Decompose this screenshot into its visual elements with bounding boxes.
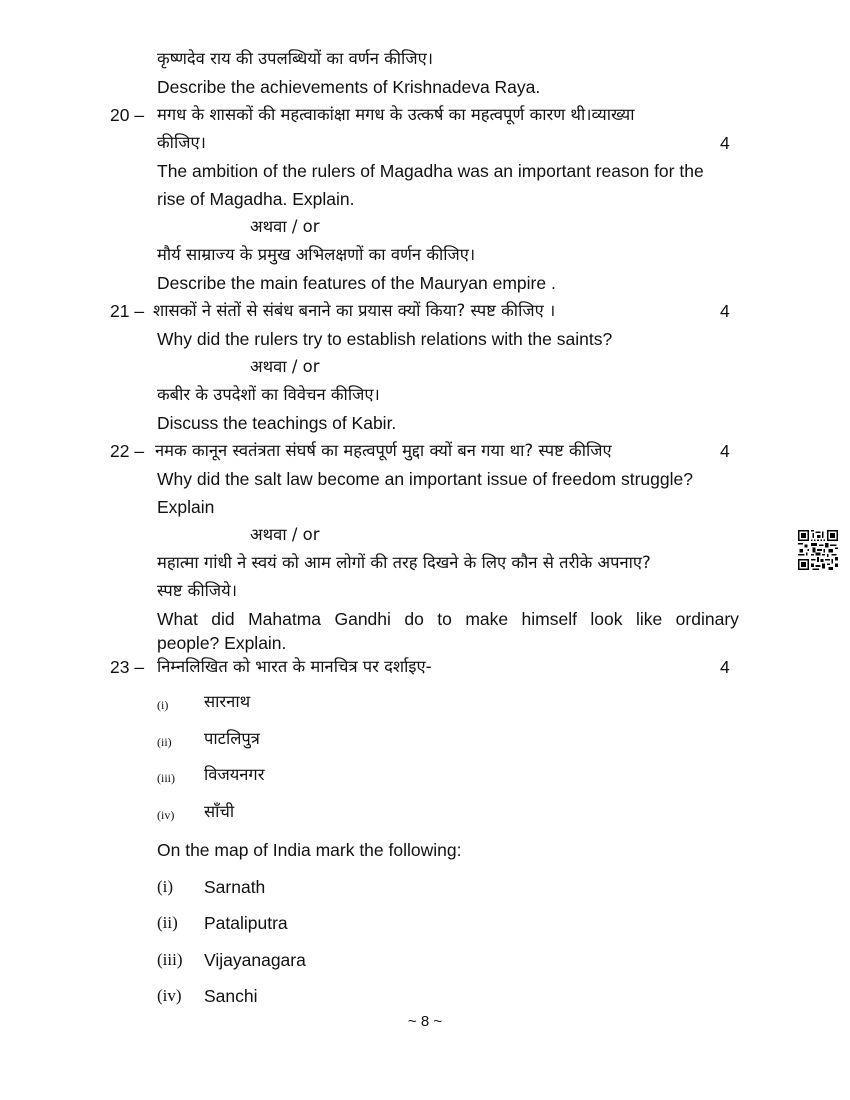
question-number-21: 21 – (110, 301, 145, 321)
word: like (635, 609, 663, 629)
q20-hindi-line2: कीजिए। (157, 133, 206, 152)
q22-english-line2: Explain (157, 497, 215, 517)
word: do (404, 609, 424, 629)
q23-hindi-item-number: (iii) (157, 771, 175, 785)
q23-english-item-text: Vijayanagara (204, 950, 306, 970)
question-number-22: 22 – (110, 441, 145, 461)
q23-hindi-item-text: साँची (204, 802, 235, 821)
question-number-20: 20 – (110, 105, 145, 125)
q22-alt-english-line1 (157, 608, 739, 630)
word: to (437, 609, 452, 629)
q22-or: अथवा / or (250, 525, 320, 544)
q22-alt-english-line2: people? Explain. (157, 633, 287, 653)
q23-hindi-item-number: (ii) (157, 735, 172, 749)
word: Mahatma (248, 609, 322, 629)
q22-alt-hindi-line2: स्पष्ट कीजिये। (157, 581, 237, 600)
q23-marks: 4 (720, 657, 730, 677)
q23-hindi-item-number: (i) (157, 698, 169, 712)
intro-hindi: कृष्णदेव राय की उपलब्धियों का वर्णन कीजिए। (157, 49, 433, 68)
q21-alt-hindi: कबीर के उपदेशों का विवेचन कीजिए। (157, 385, 380, 404)
word: What (157, 609, 198, 629)
q22-alt-hindi-line1: महात्मा गांधी ने स्वयं को आम लोगों की तरह दिखने के लिए कौन से तरीके अपनाए? (157, 553, 651, 572)
q23-hindi-item-text: विजयनगर (204, 765, 265, 784)
q23-english-item-text: Pataliputra (204, 913, 288, 933)
q23-hindi-item-text: सारनाथ (204, 692, 251, 711)
q23-english-item-number: (i) (157, 877, 174, 896)
q20-alt-hindi: मौर्य साम्राज्य के प्रमुख अभिलक्षणों का वर्णन कीजिए। (157, 245, 476, 264)
q23-english-item-number: (iii) (157, 950, 183, 969)
q20-english-line1: The ambition of the rulers of Magadha was an important reason for the (157, 161, 704, 181)
intro-english: Describe the achievements of Krishnadeva Raya. (157, 77, 541, 97)
q21-alt-english: Discuss the teachings of Kabir. (157, 413, 397, 433)
q23-hindi-item-number: (iv) (157, 808, 175, 822)
q23-english-item-text: Sanchi (204, 986, 258, 1006)
q23-english-item-text: Sarnath (204, 877, 266, 897)
question-number-23: 23 – (110, 657, 145, 677)
q22-english-line1: Why did the salt law become an important issue of freedom struggle? (157, 469, 693, 489)
q20-marks: 4 (720, 133, 730, 153)
q20-alt-english: Describe the main features of the Mauryan empire . (157, 273, 556, 293)
word: make (465, 609, 509, 629)
page-number: ~ 8 ~ (407, 1013, 443, 1030)
q22-hindi: नमक कानून स्वतंत्रता संघर्ष का महत्वपूर्ण मुद्दा क्यों बन गया था? स्पष्ट कीजिए (155, 441, 612, 460)
word: did (211, 609, 235, 629)
q22-marks: 4 (720, 441, 730, 461)
q23-english-item-number: (iv) (157, 986, 182, 1005)
q23-hindi: निम्नलिखित को भारत के मानचित्र पर दर्शाइए- (157, 657, 432, 676)
word: ordinary (675, 609, 739, 629)
qr-code-icon (798, 530, 838, 570)
q21-marks: 4 (720, 301, 730, 321)
q21-hindi: शासकों ने संतों से संबंध बनाने का प्रयास क्यों किया? स्पष्ट कीजिए । (153, 301, 556, 320)
q21-or: अथवा / or (250, 357, 320, 376)
q23-english-item-number: (ii) (157, 913, 178, 932)
q23-hindi-item-text: पाटलिपुत्र (204, 729, 260, 748)
q20-hindi-line1: मगध के शासकों की महत्वाकांक्षा मगध के उत्कर्ष का महत्वपूर्ण कारण थी।व्याख्या (157, 105, 635, 124)
word: himself (521, 609, 577, 629)
q20-or: अथवा / or (250, 217, 320, 236)
q21-english: Why did the rulers try to establish relations with the saints? (157, 329, 613, 349)
word: Gandhi (334, 609, 391, 629)
q23-english: On the map of India mark the following: (157, 840, 462, 860)
word: look (590, 609, 623, 629)
q20-english-line2: rise of Magadha. Explain. (157, 189, 355, 209)
